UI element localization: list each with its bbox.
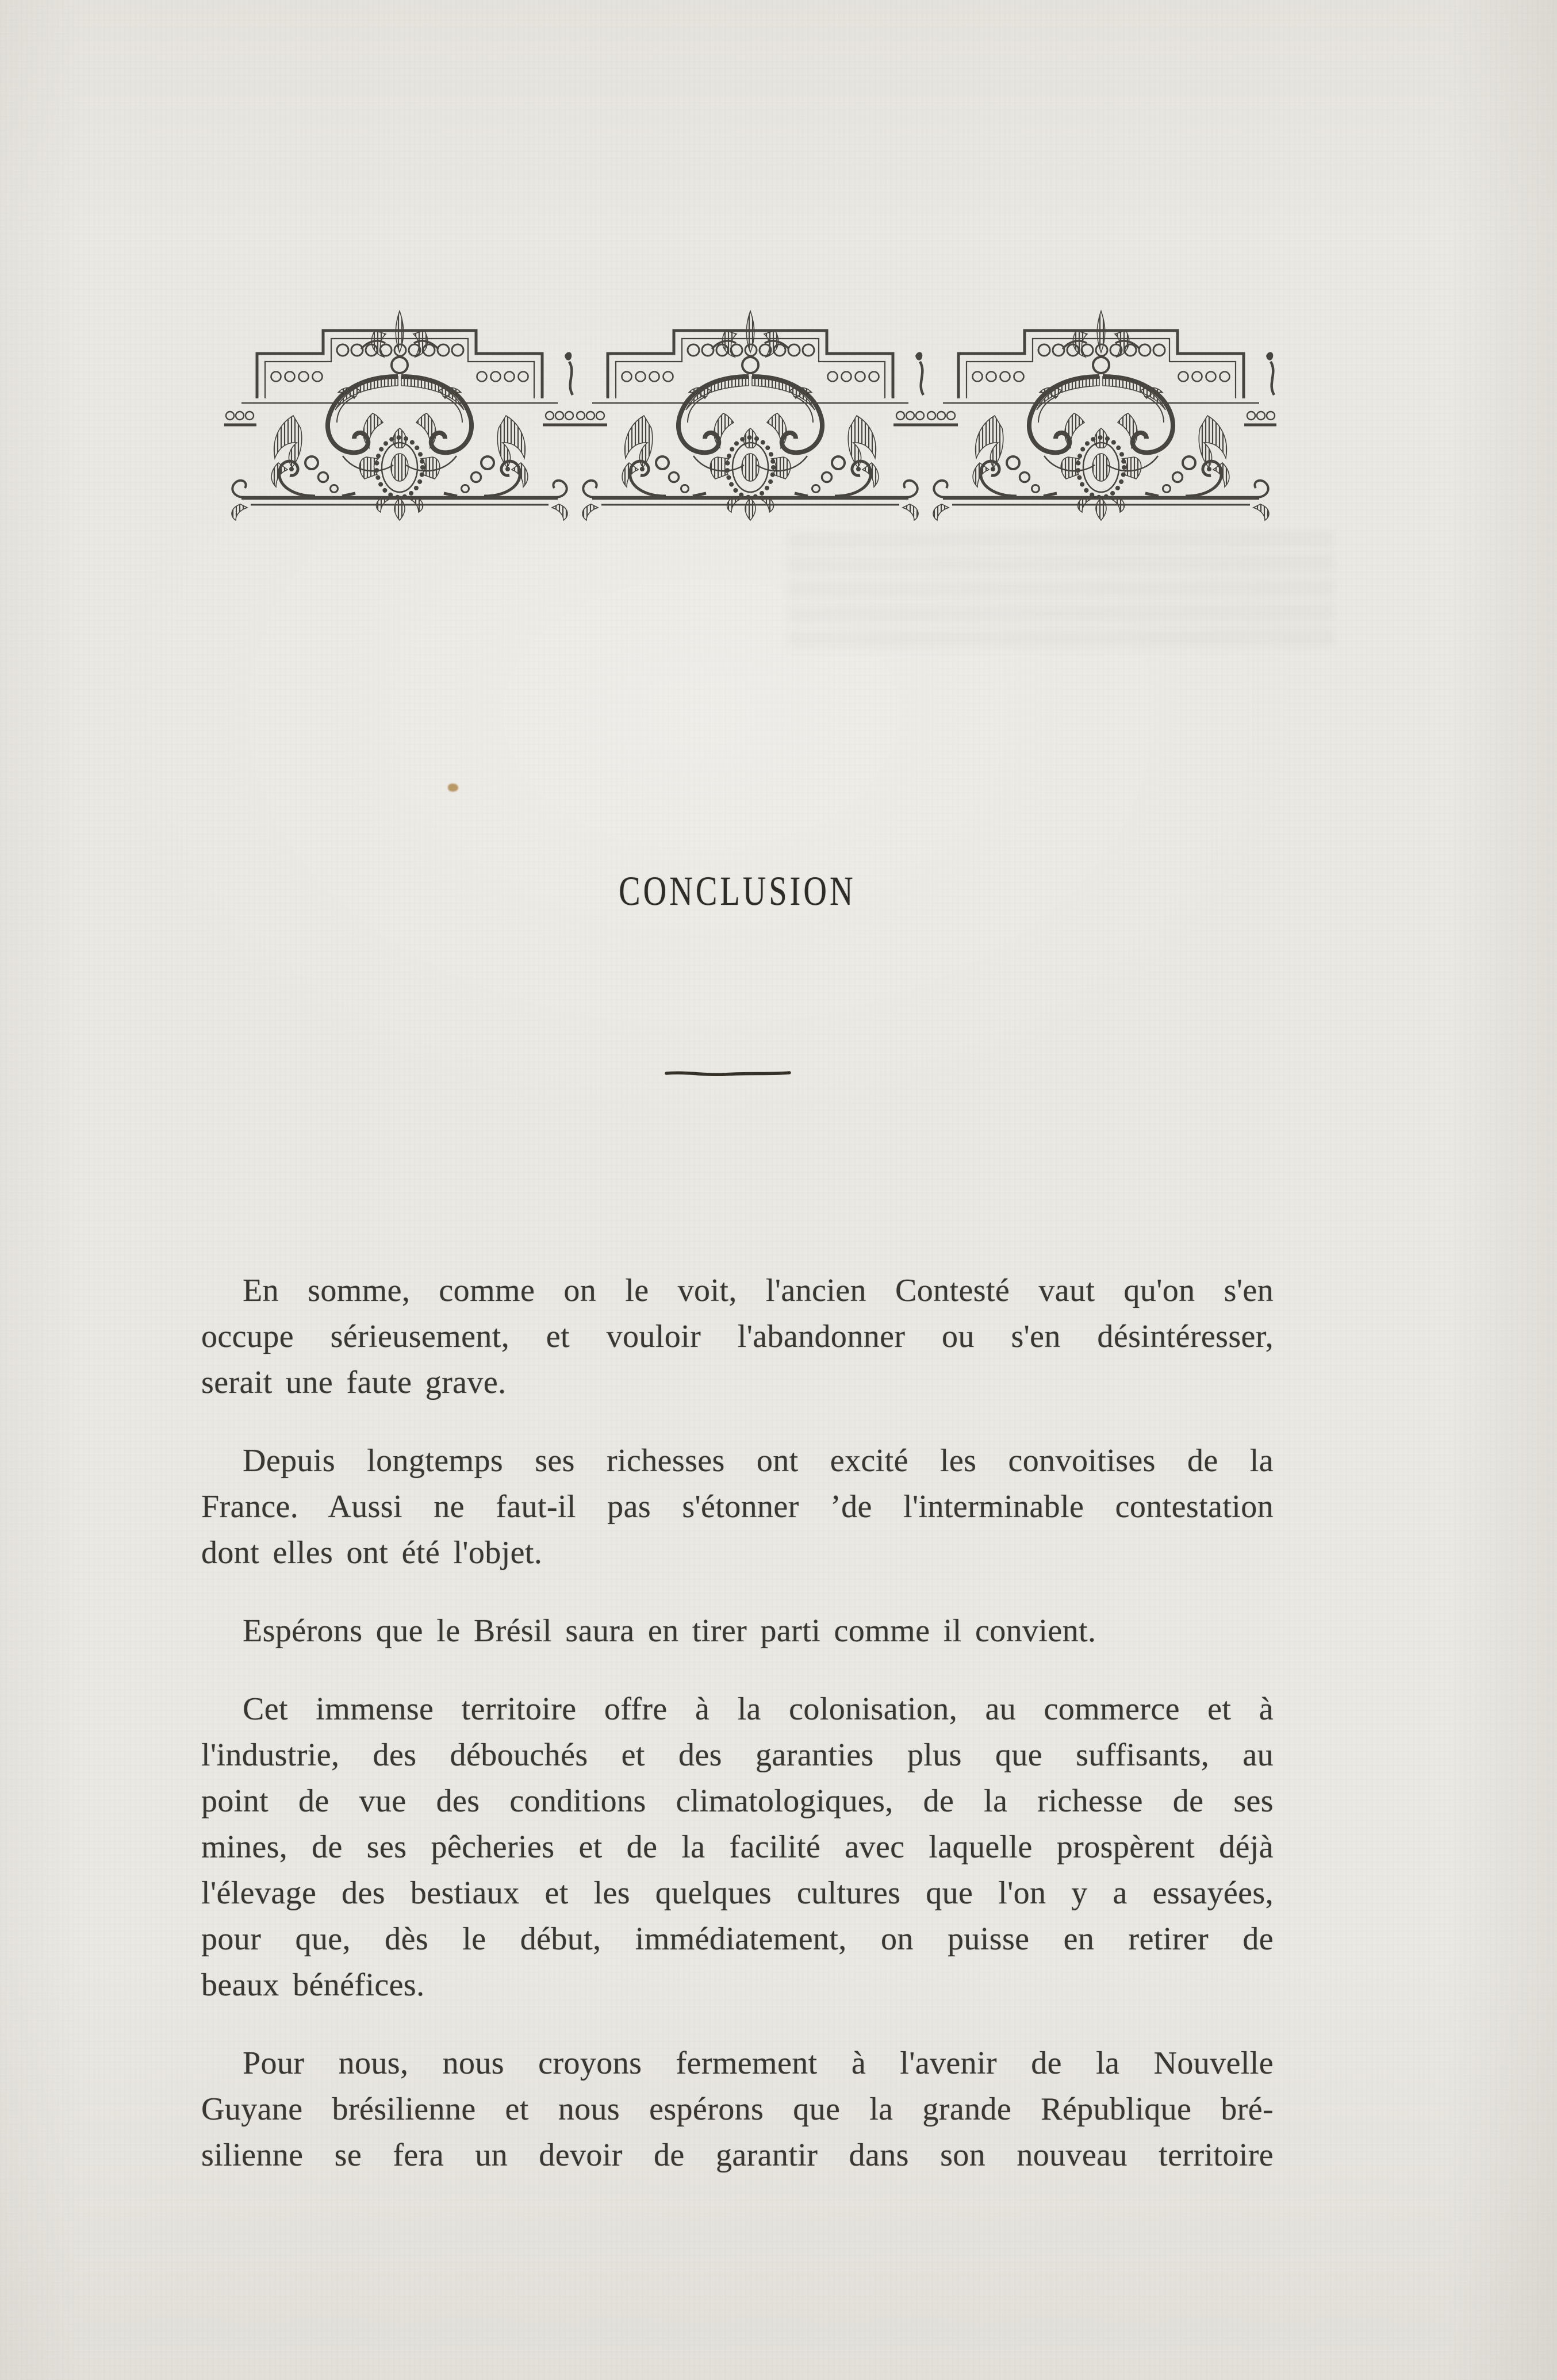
text-line: France. Aussi ne faut-il pas s'étonner ’de l'interminable contestation bbox=[201, 1489, 1274, 1525]
page-title-text: CONCLUSION bbox=[619, 868, 856, 914]
body-text bbox=[201, 1268, 1274, 2210]
engraved-border-ornament-icon bbox=[224, 278, 1276, 522]
text-line: dont elles ont été l'objet. bbox=[201, 1535, 543, 1571]
text-line: Depuis longtemps ses richesses ont excité les convoitises de la bbox=[243, 1443, 1274, 1479]
text-line: En somme, comme on le voit, l'ancien Contesté vaut qu'on s'en bbox=[243, 1273, 1274, 1308]
text-line: l'élevage des bestiaux et les quelques cultures que l'on y a essayées, bbox=[201, 1875, 1274, 1911]
text-line: Pour nous, nous croyons fermement à l'avenir de la Nouvelle bbox=[243, 2045, 1274, 2081]
text-line: l'industrie, des débouchés et des garanties plus que suffisants, au bbox=[201, 1737, 1274, 1773]
text-line: Cet immense territoire offre à la colonisation, au commerce et à bbox=[243, 1691, 1274, 1727]
text-line: Guyane brésilienne et nous espérons que la grande République bré- bbox=[201, 2091, 1274, 2127]
text-line: silienne se fera un devoir de garantir dans son nouveau territoire bbox=[201, 2137, 1274, 2173]
section-divider-rule bbox=[665, 1070, 791, 1077]
foxing-spot bbox=[448, 784, 458, 792]
text-line: point de vue des conditions climatologiques, de la richesse de ses bbox=[201, 1783, 1274, 1819]
text-line: Espérons que le Brésil saura en tirer parti comme il convient. bbox=[243, 1613, 1096, 1649]
page-showthrough bbox=[788, 531, 1334, 656]
text-line: occupe sérieusement, et vouloir l'abandonner ou s'en désintéresser, bbox=[201, 1319, 1274, 1354]
page-title bbox=[201, 870, 1274, 912]
text-line: pour que, dès le début, immédiatement, on puisse en retirer de bbox=[201, 1921, 1274, 1957]
text-line: beaux bénéfices. bbox=[201, 1967, 425, 2003]
text-line: serait une faute grave. bbox=[201, 1365, 507, 1400]
text-line: mines, de ses pêcheries et de la facilité avec laquelle prospèrent déjà bbox=[201, 1829, 1274, 1865]
